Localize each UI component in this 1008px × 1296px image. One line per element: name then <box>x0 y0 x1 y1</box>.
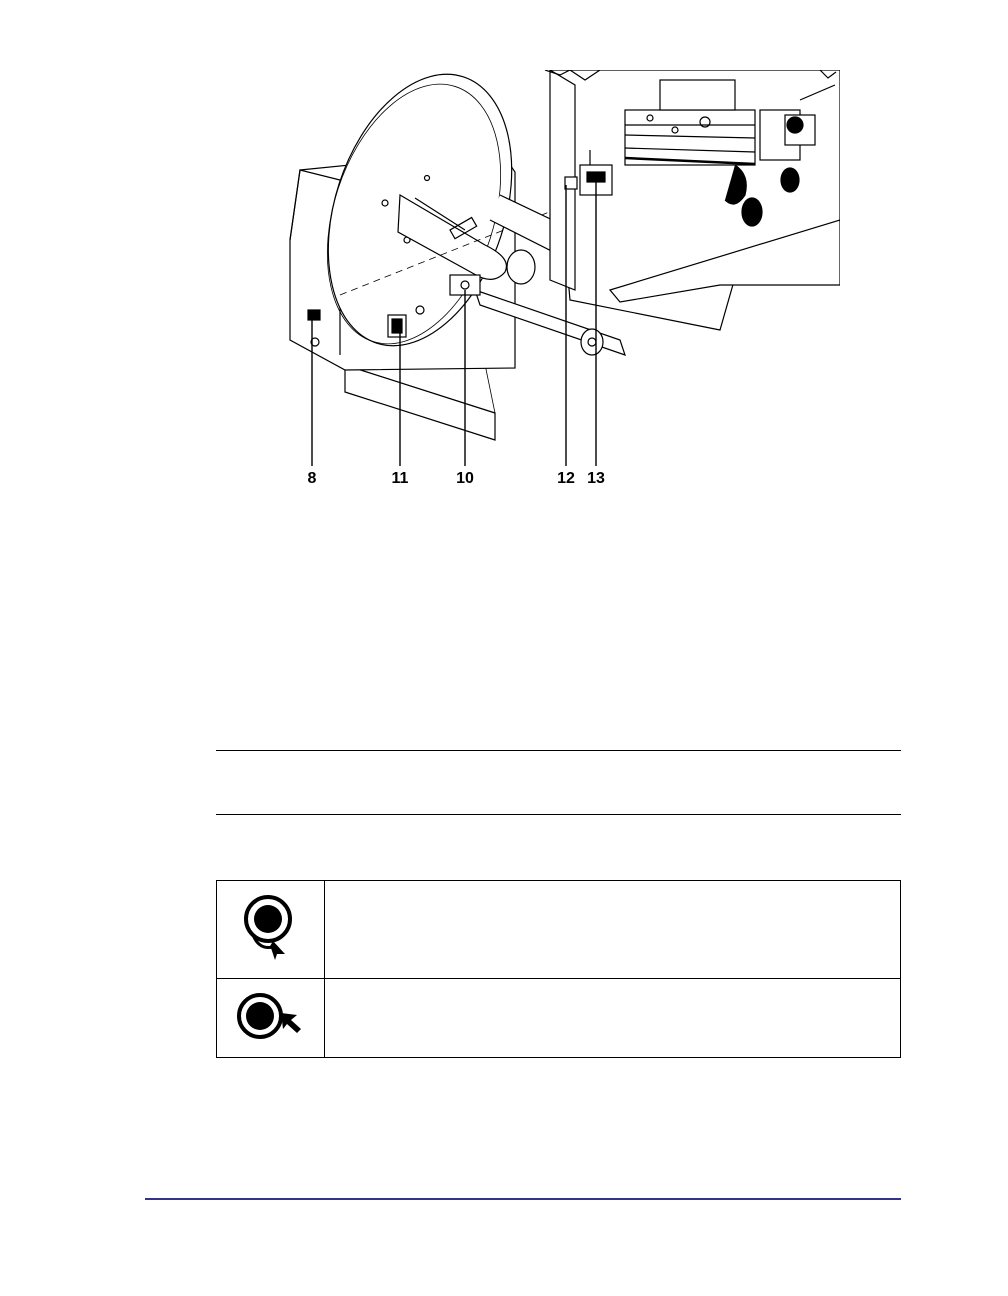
callout-10: 10 <box>456 470 474 487</box>
footer-rule <box>145 1198 901 1200</box>
winding-mode-table <box>216 880 901 1058</box>
rewinder-figure <box>280 70 840 490</box>
section-rule-bottom <box>216 814 901 815</box>
callout-8: 8 <box>307 470 317 487</box>
callout-13: 13 <box>587 470 605 487</box>
icon-cell <box>217 979 325 1058</box>
rewind-outside-icon <box>231 991 311 1041</box>
table-cell <box>325 881 901 979</box>
table-row <box>217 979 901 1058</box>
section-rule-top <box>216 750 901 751</box>
callout-12: 12 <box>557 470 575 487</box>
callout-11: 11 <box>391 470 409 487</box>
rewinder-illustration <box>280 70 840 490</box>
table-cell <box>325 979 901 1058</box>
table-row <box>217 881 901 979</box>
icon-cell <box>217 881 325 979</box>
rewind-inside-icon <box>241 892 301 962</box>
